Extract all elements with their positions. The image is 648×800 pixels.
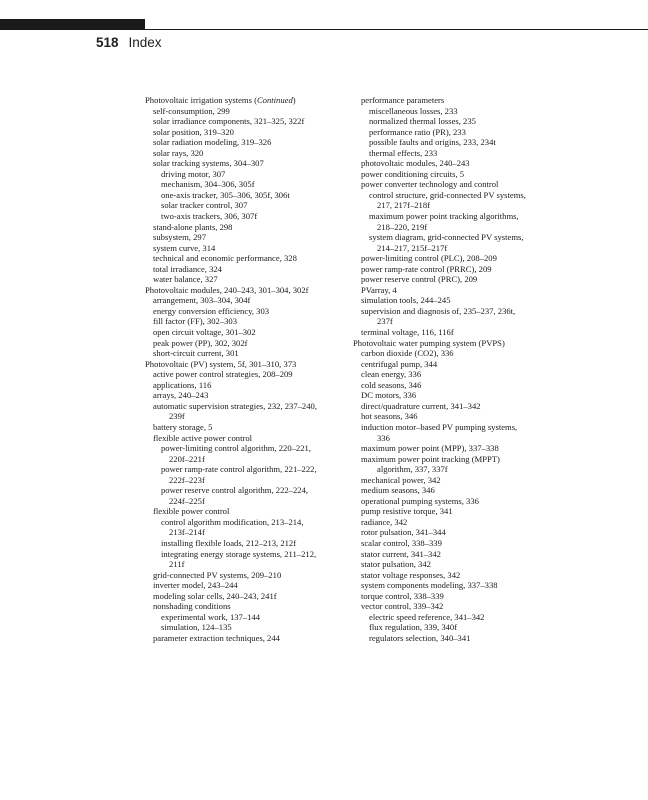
index-entry: maximum power point (MPP), 337–338 [361, 443, 499, 454]
index-entry: Photovoltaic modules, 240–243, 301–304, 302f [145, 284, 309, 295]
index-entry: flexible power control [153, 506, 230, 517]
index-entry: 237f [377, 316, 393, 327]
index-entry: operational pumping systems, 336 [361, 495, 479, 506]
index-entry: Photovoltaic irrigation systems (Continued) [145, 95, 296, 105]
index-entry: system components modeling, 337–338 [361, 580, 498, 591]
index-entry: normalized thermal losses, 235 [369, 116, 476, 127]
index-entry: simulation, 124–135 [161, 622, 232, 633]
index-entry: inverter model, 243–244 [153, 580, 238, 591]
index-entry: control structure, grid-connected PV systems, [369, 189, 526, 200]
index-entry: 218–220, 219f [377, 221, 428, 232]
index-entry: arrangement, 303–304, 304f [153, 295, 251, 306]
index-entry: solar irradiance components, 321–325, 322f [153, 116, 305, 127]
index-entry: power ramp-rate control (PRRC), 209 [361, 263, 492, 274]
index-entry: automatic supervision strategies, 232, 237–240, [153, 400, 317, 411]
index-entry: 224f–225f [169, 495, 205, 506]
index-entry: torque control, 338–339 [361, 590, 444, 601]
index-entry: regulators selection, 340–341 [369, 632, 471, 643]
index-entry: power conditioning circuits, 5 [361, 168, 465, 179]
index-entry: DC motors, 336 [361, 390, 417, 401]
page-header [96, 35, 162, 53]
index-entry: power-limiting control (PLC), 208–209 [361, 253, 497, 264]
index-entry: power-limiting control algorithm, 220–221, [161, 443, 311, 454]
header-bar [0, 19, 145, 30]
index-entry: maximum power point tracking (MPPT) [361, 453, 500, 464]
index-entry: pump resistive torque, 341 [361, 506, 453, 517]
index-entry: experimental work, 137–144 [161, 611, 261, 622]
index-entry: battery storage, 5 [153, 421, 213, 432]
index-entry: total irradiance, 324 [153, 263, 222, 274]
index-entry: stator current, 341–342 [361, 548, 441, 559]
page-number: 518 [96, 35, 119, 50]
index-entry: solar radiation modeling, 319–326 [153, 137, 272, 148]
index-entry: solar tracking systems, 304–307 [153, 158, 264, 169]
index-entry: applications, 116 [153, 379, 212, 390]
index-entry: cold seasons, 346 [361, 379, 422, 390]
index-entry: open circuit voltage, 301–302 [153, 327, 256, 338]
header-rule [145, 29, 648, 30]
index-entry: mechanical power, 342 [361, 474, 441, 485]
index-entry: power ramp-rate control algorithm, 221–222, [161, 464, 317, 475]
index-entry: miscellaneous losses, 233 [369, 105, 458, 116]
index-entry: vector control, 339–342 [361, 601, 444, 612]
index-entry: 222f–223f [169, 474, 205, 485]
index-entry: direct/quadrature current, 341–342 [361, 400, 481, 411]
index-entry: power reserve control (PRC), 209 [361, 274, 478, 285]
index-entry: 217, 217f–218f [377, 200, 430, 211]
index-entry: parameter extraction techniques, 244 [153, 632, 280, 643]
index-entry: water balance, 327 [153, 274, 218, 285]
index-entry: system diagram, grid-connected PV systems, [369, 232, 524, 243]
index-entry: two-axis trackers, 306, 307f [161, 211, 258, 222]
index-entry: fill factor (FF), 302–303 [153, 316, 238, 327]
index-entry: stator pulsation, 342 [361, 559, 431, 570]
index-entry: power reserve control algorithm, 222–224, [161, 485, 309, 496]
index-entry: 220f–221f [169, 453, 205, 464]
index-entry: short-circuit current, 301 [153, 348, 239, 359]
index-entry: simulation tools, 244–245 [361, 295, 451, 306]
index-entry: supervision and diagnosis of, 235–237, 236t, [361, 305, 516, 316]
index-entry: thermal effects, 233 [369, 147, 438, 158]
index-entry: induction motor–based PV pumping systems, [361, 421, 518, 432]
index-entry: 214–217, 215f–217f [377, 242, 448, 253]
index-entry: integrating energy storage systems, 211–212, [161, 548, 317, 559]
index-entry: 336 [377, 432, 390, 443]
index-entry: flux regulation, 339, 340f [369, 622, 458, 633]
index-entry: scalar control, 338–339 [361, 537, 442, 548]
index-entry: medium seasons, 346 [361, 485, 435, 496]
index-entry: clean energy, 336 [361, 369, 422, 380]
index-entry: nonshading conditions [153, 601, 231, 612]
index-column-left [145, 95, 345, 643]
index-entry: performance parameters [361, 95, 445, 105]
index-entry: centrifugal pump, 344 [361, 358, 438, 369]
index-entry: peak power (PP), 302, 302f [153, 337, 248, 348]
index-entry: power converter technology and control [361, 179, 499, 190]
index-entry: carbon dioxide (CO2), 336 [361, 348, 454, 359]
index-entry: installing flexible loads, 212–213, 212f [161, 537, 297, 548]
index-entry: self-consumption, 299 [153, 105, 230, 116]
index-entry: driving motor, 307 [161, 168, 226, 179]
index-entry: solar rays, 320 [153, 147, 204, 158]
index-entry: technical and economic performance, 328 [153, 253, 297, 264]
index-entry: 213f–214f [169, 527, 205, 538]
index-entry: modeling solar cells, 240–243, 241f [153, 590, 277, 601]
index-entry: 239f [169, 411, 185, 422]
index-entry: Photovoltaic water pumping system (PVPS) [353, 337, 505, 348]
index-entry: photovoltaic modules, 240–243 [361, 158, 470, 169]
index-entry: mechanism, 304–306, 305f [161, 179, 255, 190]
index-entry: PVarray, 4 [361, 284, 397, 295]
index-entry: stator voltage responses, 342 [361, 569, 461, 580]
index-entry: stand-alone plants, 298 [153, 221, 233, 232]
index-entry: grid-connected PV systems, 209–210 [153, 569, 282, 580]
index-entry: flexible active power control [153, 432, 253, 443]
index-entry: 211f [169, 559, 185, 570]
index-entry: control algorithm modification, 213–214, [161, 516, 304, 527]
index-entry: algorithm, 337, 337f [377, 464, 448, 475]
index-entry: radiance, 342 [361, 516, 408, 527]
index-entry: active power control strategies, 208–209 [153, 369, 293, 380]
index-entry: terminal voltage, 116, 116f [361, 327, 454, 338]
index-entry: solar position, 319–320 [153, 126, 234, 137]
index-entry: one-axis tracker, 305–306, 305f, 306t [161, 189, 290, 200]
index-entry: possible faults and origins, 233, 234t [369, 137, 496, 148]
index-entry: solar tracker control, 307 [161, 200, 248, 211]
index-column-right [353, 95, 563, 643]
index-entry: rotor pulsation, 341–344 [361, 527, 446, 538]
index-entry: arrays, 240–243 [153, 390, 209, 401]
page-title: Index [128, 35, 162, 50]
index-entry: subsystem, 297 [153, 232, 206, 243]
index-entry: system curve, 314 [153, 242, 216, 253]
index-entry: performance ratio (PR), 233 [369, 126, 466, 137]
index-entry: Photovoltaic (PV) system, 5f, 301–310, 373 [145, 358, 297, 369]
index-entry: maximum power point tracking algorithms, [369, 211, 519, 222]
index-entry: hot seasons, 346 [361, 411, 418, 422]
index-entry: energy conversion efficiency, 303 [153, 305, 270, 316]
index-entry: electric speed reference, 341–342 [369, 611, 485, 622]
